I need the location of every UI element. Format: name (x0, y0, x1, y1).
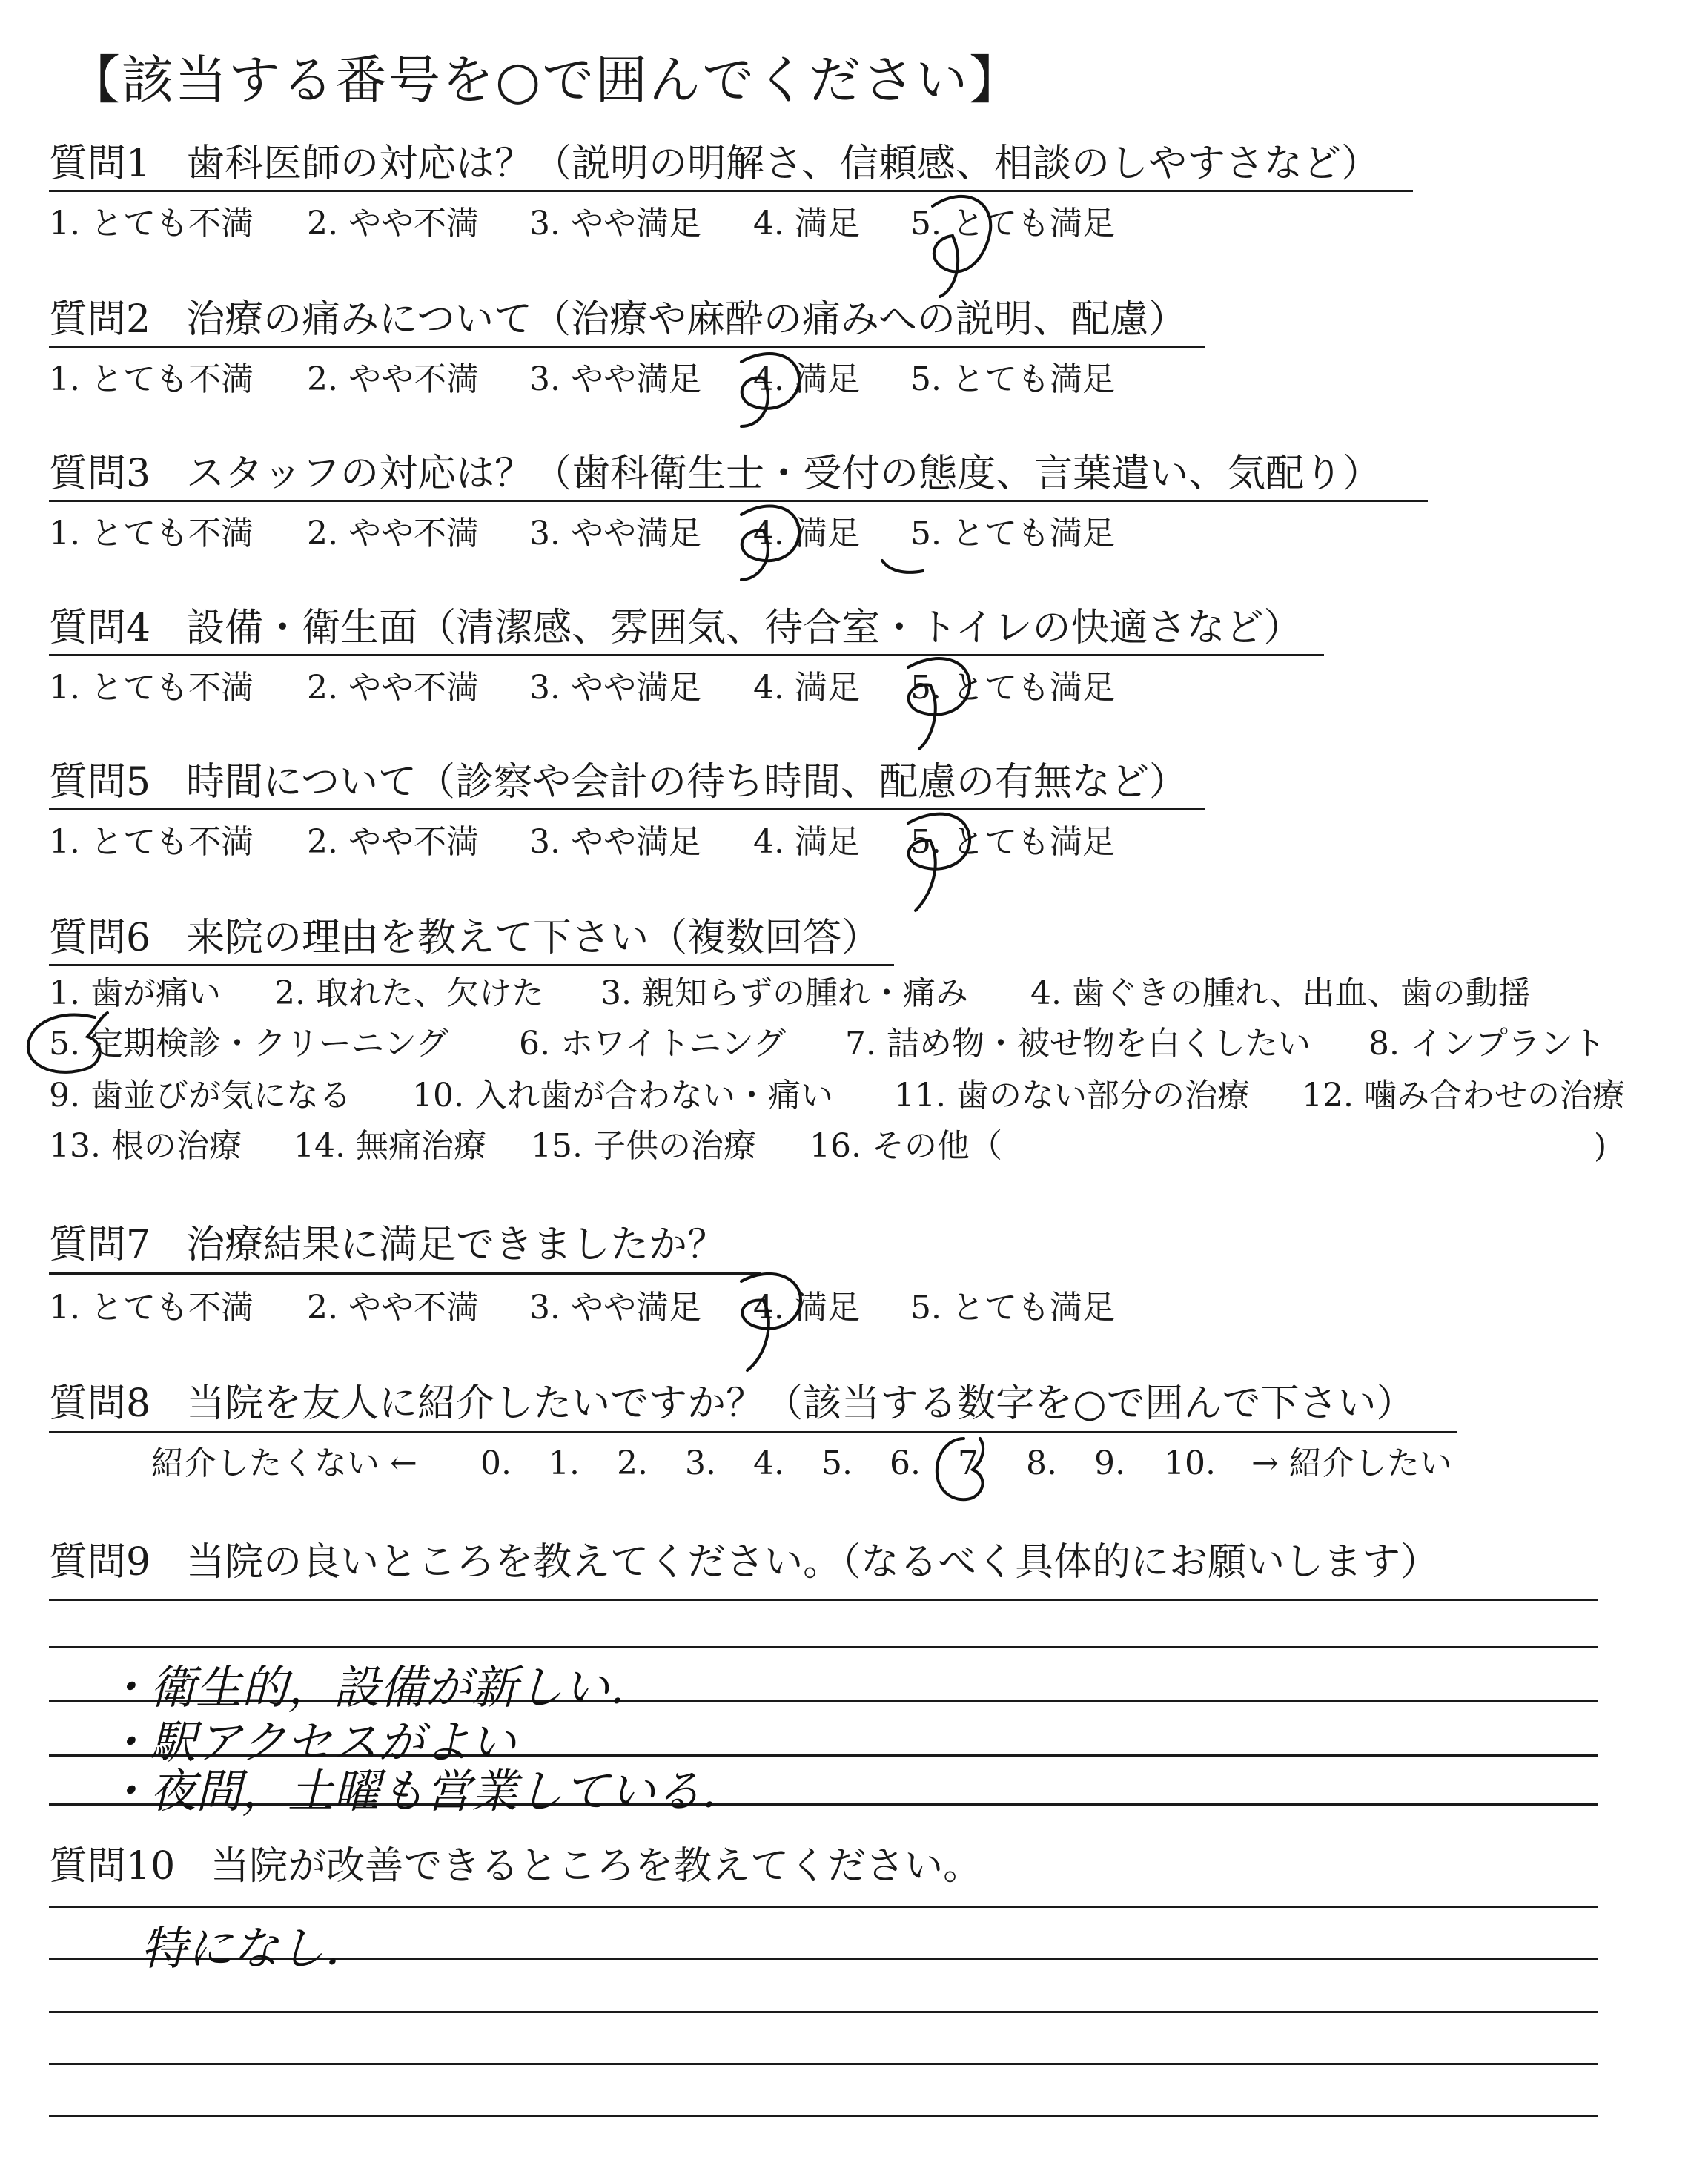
q5-label: 質問5 (49, 760, 151, 805)
q4-option-4[interactable]: 4. 満足 (753, 669, 860, 707)
q7-option-3[interactable]: 3. やや満足 (529, 1289, 701, 1327)
q3-label: 質問3 (49, 452, 151, 496)
q1-option-4[interactable]: 4. 満足 (753, 205, 860, 242)
q1-label: 質問1 (49, 142, 151, 186)
q10-text: 当院が改善できるところを教えてください。 (211, 1844, 982, 1889)
q10-heading (49, 1843, 982, 1889)
q2-label: 質問2 (49, 297, 151, 342)
q4-heading (49, 605, 1302, 651)
q7-text: 治療結果に満足できましたか？ (186, 1223, 726, 1267)
q6-other-close-paren: ) (1594, 1127, 1607, 1165)
q3-option-4[interactable]: 4. 満足 (753, 515, 860, 552)
q6-heading (49, 915, 880, 961)
q8-text: 当院を友人に紹介したいですか？（該当する数字を○で囲んで下さい） (186, 1381, 1415, 1426)
q5-text: 時間について（診察や会計の待ち時間、配慮の有無など） (186, 760, 1188, 805)
q8-score-6[interactable]: 6. (890, 1444, 921, 1482)
q4-option-1[interactable]: 1. とても不満 (49, 669, 254, 707)
q2-option-4[interactable]: 4. 満足 (753, 360, 860, 398)
q6-option-2[interactable]: 2. 取れた、欠けた (274, 974, 544, 1012)
q8-score-0[interactable]: 0. (480, 1444, 512, 1482)
q5-option-4[interactable]: 4. 満足 (753, 823, 860, 861)
q2-text: 治療の痛みについて（治療や麻酔の痛みへの説明、配慮） (186, 297, 1188, 342)
q9-answer-line (49, 1599, 1598, 1601)
q8-scale-left-label: 紹介したくない ← (151, 1444, 417, 1482)
q8-score-5[interactable]: 5. (821, 1444, 853, 1482)
q4-label: 質問4 (49, 606, 151, 650)
q8-underline (49, 1431, 1457, 1433)
q1-underline (49, 190, 1413, 192)
q3-text: スタッフの対応は？（歯科衛生士・受付の態度、言葉遣い、気配り） (186, 452, 1382, 496)
q6-option-10[interactable]: 10. 入れ歯が合わない・痛い (412, 1077, 833, 1114)
q9-answer-line (49, 1646, 1598, 1648)
q6-option-7[interactable]: 7. 詰め物・被せ物を白くしたい (845, 1025, 1311, 1063)
q6-option-12[interactable]: 12. 噛み合わせの治療 (1302, 1077, 1625, 1114)
q10-answer-line (49, 2115, 1598, 2117)
q7-label: 質問7 (49, 1223, 151, 1267)
q9-handwritten-answer[interactable]: ・衛生的，設備が新しい． (104, 1660, 656, 1714)
q7-option-1[interactable]: 1. とても不満 (49, 1289, 254, 1327)
q2-option-2[interactable]: 2. やや不満 (307, 360, 479, 398)
q2-heading (49, 297, 1187, 343)
q6-option-16[interactable]: 16. その他（ (810, 1127, 1002, 1165)
q8-label: 質問8 (49, 1381, 151, 1426)
q10-handwritten-answer[interactable]: 特になし． (141, 1921, 371, 1975)
q6-option-13[interactable]: 13. 根の治療 (49, 1127, 242, 1165)
q6-option-9[interactable]: 9. 歯並びが気になる (49, 1077, 351, 1114)
q6-text: 来院の理由を教えて下さい（複数回答） (186, 916, 881, 960)
q3-option-5[interactable]: 5. とても満足 (910, 515, 1115, 552)
q9-text: 当院の良いところを教えてください。（なるべく具体的にお願いします） (186, 1540, 1440, 1585)
q5-underline (49, 808, 1205, 810)
q6-label: 質問6 (49, 916, 151, 960)
q4-text: 設備・衛生面（清潔感、雰囲気、待合室・トイレの快適さなど） (186, 606, 1302, 650)
q7-heading (49, 1222, 726, 1268)
q8-score-3[interactable]: 3. (685, 1444, 716, 1482)
q8-score-8[interactable]: 8. (1026, 1444, 1057, 1482)
q3-option-2[interactable]: 2. やや不満 (307, 515, 479, 552)
q9-label: 質問9 (49, 1540, 151, 1585)
q3-option-1[interactable]: 1. とても不満 (49, 515, 254, 552)
q3-heading (49, 451, 1381, 497)
page-title: 【該当する番号を○で囲んでください】 (68, 50, 1023, 110)
q6-option-14[interactable]: 14. 無痛治療 (294, 1127, 486, 1165)
q6-option-5[interactable]: 5. 定期検診・クリーニング (49, 1025, 449, 1063)
q1-option-1[interactable]: 1. とても不満 (49, 205, 254, 242)
q7-option-5[interactable]: 5. とても満足 (910, 1289, 1115, 1327)
q6-option-8[interactable]: 8. インプラント (1368, 1025, 1606, 1063)
q2-underline (49, 346, 1205, 348)
q5-option-5[interactable]: 5. とても満足 (910, 823, 1115, 861)
q2-option-5[interactable]: 5. とても満足 (910, 360, 1115, 398)
q1-text: 歯科医師の対応は？（説明の明解さ、信頼感、相談のしやすさなど） (186, 142, 1380, 186)
q3-underline (49, 500, 1428, 502)
q6-option-11[interactable]: 11. 歯のない部分の治療 (894, 1077, 1250, 1114)
q1-option-5[interactable]: 5. とても満足 (910, 205, 1115, 242)
q1-option-3[interactable]: 3. やや満足 (529, 205, 701, 242)
q2-option-3[interactable]: 3. やや満足 (529, 360, 701, 398)
q8-score-1[interactable]: 1. (549, 1444, 580, 1482)
q4-option-5[interactable]: 5. とても満足 (910, 669, 1115, 707)
q8-heading (49, 1381, 1414, 1427)
q4-option-2[interactable]: 2. やや不満 (307, 669, 479, 707)
q6-option-3[interactable]: 3. 親知らずの腫れ・痛み (600, 974, 968, 1012)
q5-option-2[interactable]: 2. やや不満 (307, 823, 479, 861)
q4-underline (49, 654, 1324, 656)
q2-option-1[interactable]: 1. とても不満 (49, 360, 254, 398)
q7-option-2[interactable]: 2. やや不満 (307, 1289, 479, 1327)
q8-score-9[interactable]: 9. (1094, 1444, 1125, 1482)
q6-option-15[interactable]: 15. 子供の治療 (531, 1127, 756, 1165)
q9-handwritten-answer[interactable]: ・夜間，土曜も営業している． (104, 1764, 748, 1818)
q6-option-4[interactable]: 4. 歯ぐきの腫れ、出血、歯の動揺 (1030, 974, 1531, 1012)
q3-option-3[interactable]: 3. やや満足 (529, 515, 701, 552)
q9-handwritten-answer[interactable]: ・駅アクセスがよい (104, 1715, 517, 1769)
q10-answer-line (49, 1906, 1598, 1908)
q10-answer-line (49, 2063, 1598, 2065)
q8-score-10[interactable]: 10. (1164, 1444, 1216, 1482)
q3-stray-mark (882, 561, 923, 572)
q10-answer-line (49, 2011, 1598, 2013)
q8-scale-right-label: → 紹介したい (1251, 1444, 1452, 1482)
q8-score-2[interactable]: 2. (617, 1444, 648, 1482)
q7-underline (49, 1272, 761, 1275)
q5-heading (49, 759, 1188, 805)
q5-option-1[interactable]: 1. とても不満 (49, 823, 254, 861)
q8-score-4[interactable]: 4. (753, 1444, 784, 1482)
q8-score-7[interactable]: 7 (958, 1444, 979, 1482)
q6-underline (49, 964, 894, 966)
q9-heading (49, 1539, 1439, 1585)
q10-label: 質問10 (49, 1844, 176, 1889)
q4-option-3[interactable]: 3. やや満足 (529, 669, 701, 707)
q1-option-2[interactable]: 2. やや不満 (307, 205, 479, 242)
q7-option-4[interactable]: 4. 満足 (753, 1289, 860, 1327)
q6-option-1[interactable]: 1. 歯が痛い (49, 974, 221, 1012)
q5-option-3[interactable]: 3. やや満足 (529, 823, 701, 861)
q1-heading (49, 141, 1380, 187)
q6-option-6[interactable]: 6. ホワイトニング (519, 1025, 787, 1063)
